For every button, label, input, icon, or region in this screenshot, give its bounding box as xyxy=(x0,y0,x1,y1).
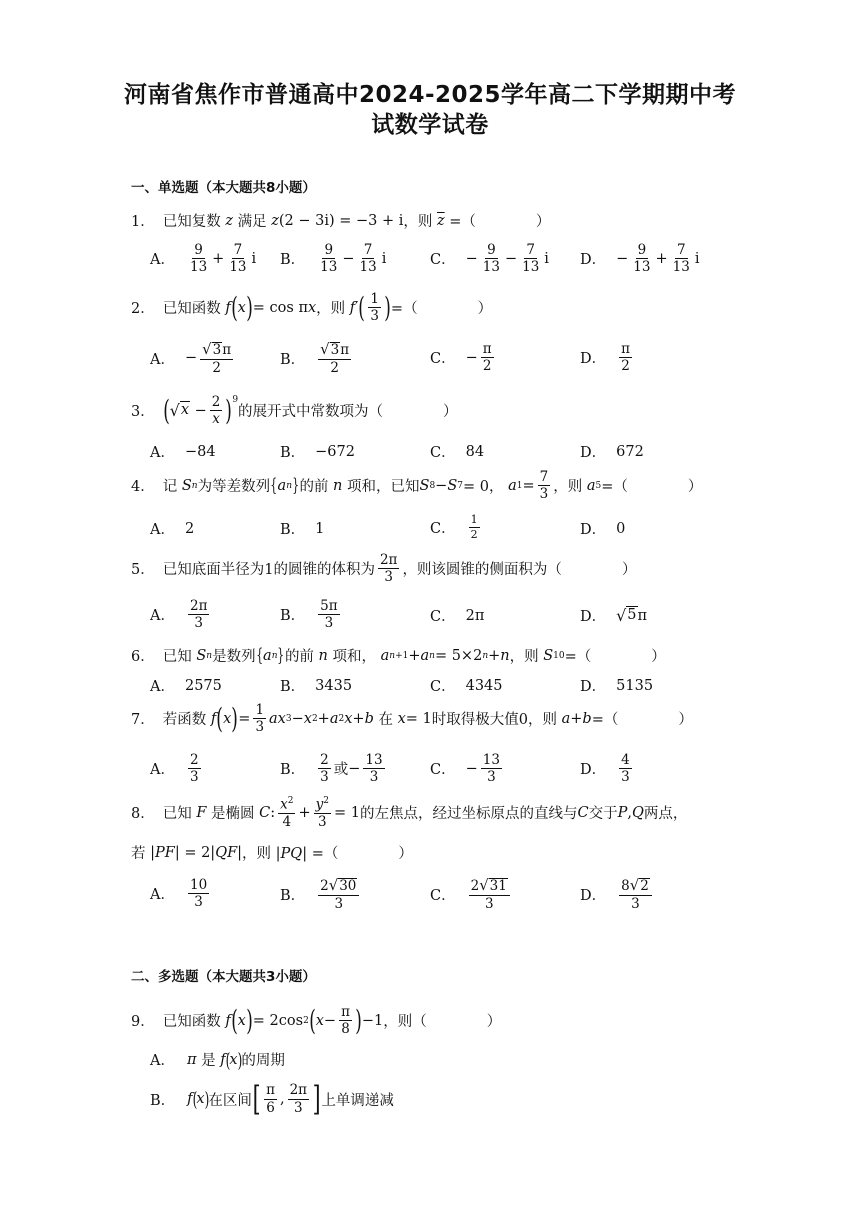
option-b: B． $\frac{9}{13}$ − $\frac{7}{13}$ i xyxy=(280,242,387,276)
question-number: 1． xyxy=(131,214,155,230)
option-b: B． $\frac{5\pi}{3}$ xyxy=(280,598,338,632)
option-a: A． −84 xyxy=(150,443,216,461)
option-b: B． 3435 xyxy=(280,677,353,695)
section-heading-single-choice: 一、单选题（本大题共8小题） xyxy=(131,180,316,196)
question-3: 3． ( √ x − $\frac{2}{x}$ ) $^9$ 的展开式中常数项为（ ） xyxy=(131,393,458,428)
option-c: C． $\frac{1}{2}$ xyxy=(430,513,478,541)
option-d: D． 8 √ 2 3 xyxy=(580,878,655,911)
page-title-line-2: 试数学试卷 xyxy=(371,112,489,138)
option-a: A． 2 xyxy=(150,520,195,538)
question-8: 8． 已知 F 是椭圆 C : $\frac{x^2}{4}$ + $\frac{y^2}{3}$ = 1 的左焦点，经过坐标原点的直线与 C 交于 P , Q 两点， xyxy=(131,796,688,830)
option-a: A． $\frac{2}{3}$ xyxy=(150,752,199,786)
option-b: B． 2 √ 30 3 xyxy=(280,878,362,911)
option-9a: A． π 是 f ( x ) 的周期 xyxy=(150,1047,285,1072)
option-a: A． $\frac{10}{3}$ xyxy=(150,877,208,911)
option-d: D． $\frac{\pi}{2}$ xyxy=(580,341,631,375)
option-a: A． $\frac{9}{13}$ + $\frac{7}{13}$ i xyxy=(150,242,257,276)
option-b: B． $\frac{2}{3}$ 或 − $\frac{13}{3}$ xyxy=(280,752,383,786)
option-c: C． 2π xyxy=(430,607,485,625)
question-9: 9． 已知函数 f ( x ) = 2cos 2 ( x − $\frac{\pi}{8}$ ) −1 ，则（ ） xyxy=(131,1003,502,1038)
question-2: 2． 已知函数 f ( x ) = cos π x ，则 f ′ ( $\frac{1}{3}$ ) =（ ） xyxy=(131,290,493,325)
question-1: 1． 已知复数 z 满足 z (2 − 3i) = −3 + i ，则 $\overline{z}$ =（ ） xyxy=(131,210,550,231)
option-c: C． 84 xyxy=(430,443,485,461)
option-c: C． − $\frac{\pi}{2}$ xyxy=(430,341,492,375)
option-a: A． 2575 xyxy=(150,677,222,695)
question-5: 5． 已知底面半径为1的圆锥的体积为 $\frac{2\pi}{3}$ ，则该圆锥的侧面积为（ ） xyxy=(131,552,637,586)
option-a: A． − √ 3 π 2 xyxy=(150,340,232,376)
section-heading-multi-choice: 二、多选题（本大题共3小题） xyxy=(131,969,316,985)
question-4: 4． 记 S n 为等差数列 { a n } 的前 n 项和，已知 S 8 − S 7 = 0， a 1 = $\frac{7}{3}$ ，则 a 5 =（ ） xyxy=(131,469,703,503)
option-d: D． √ 5 π xyxy=(580,606,648,625)
page-title-line-1: 河南省焦作市普通高中2024-2025学年高二下学期期中考 xyxy=(123,82,737,108)
option-b: B． √ 3 π 2 xyxy=(280,340,350,376)
question-6: 6． 已知 S n 是数列 { a n } 的前 n 项和， a n+1 + a n = 5×2 n + n ，则 S 10 =（ ） xyxy=(131,644,666,666)
option-d: D． − $\frac{9}{13}$ + $\frac{7}{13}$ i xyxy=(580,242,700,276)
option-d: D． 0 xyxy=(580,520,626,538)
question-7: 7． 若函数 f ( x ) = $\frac{1}{3}$ ax 3 − x 2 + a 2 x + b 在 x = 1 时取得极大值0，则 a + b =（ ） xyxy=(131,701,693,736)
option-9b: B． f ( x ) 在区间 [ $\frac{\pi}{6}$ , $\frac{2\pi}{3}$ ] 上单调递减 xyxy=(150,1079,394,1119)
question-8-line-2: 若 |PF| = 2|QF| ，则 |PQ| =（ ） xyxy=(131,844,413,862)
option-d: D． $\frac{4}{3}$ xyxy=(580,752,630,786)
option-c: C． 4345 xyxy=(430,677,503,695)
option-d: D． 672 xyxy=(580,443,644,461)
option-c: C． − $\frac{9}{13}$ − $\frac{7}{13}$ i xyxy=(430,242,549,276)
option-c: C． − $\frac{13}{3}$ xyxy=(430,752,500,786)
option-d: D． 5135 xyxy=(580,677,654,695)
option-c: C． 2 √ 31 3 xyxy=(430,878,513,911)
option-b: B． −672 xyxy=(280,443,355,461)
option-a: A． $\frac{2\pi}{3}$ xyxy=(150,598,208,632)
option-b: B． 1 xyxy=(280,520,325,538)
